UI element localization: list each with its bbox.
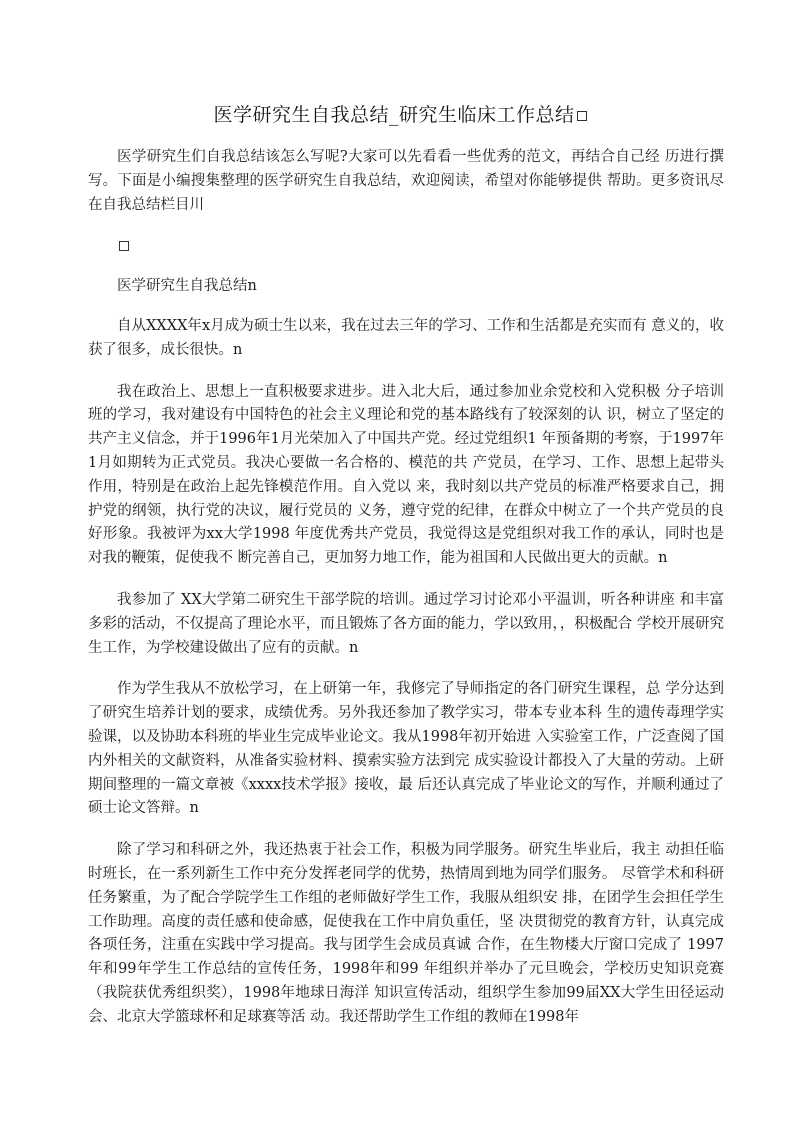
document-title — [0, 100, 800, 127]
section-heading: 医学研究生自我总结n — [117, 278, 257, 295]
body-paragraph: 我在政治上、思想上一直积极要求进步。进入北大后，通过参加业余党校和入党积极 分子培训班的学习，我对建设有中国特色的社会主义理论和党的基本路线有了较深刻的认 识，树立了坚定的共产主义信念，并于1996年1月光荣加入了中国共产党。经过党组织1 年预备期的考察，于1997年1月如期转为正式党员。我决心要做一名合格的、模范的共 产党员，在学习、工作、思想上起带头作用，特别是在政治上起先锋模范作用。自入党以 来，我时刻以共产党员的标准严格要求自己，拥护党的纲领，执行党的决议，履行党员的 义务，遵守党的纪律，在群众中树立了一个共产党员的良好形象。我被评为xx大学1998 年度优秀共产党员，我觉得这是党组织对我工作的承认，同时也是对我的鞭策，促使我不 断完善自己，更加努力地工作，能为祖国和人民做出更大的贡献。n — [88, 383, 724, 567]
missing-glyph-line — [88, 235, 724, 259]
title-text: 医学研究生自我总结_研究生临床工作总结 — [213, 104, 575, 126]
body-paragraph: 我参加了 XX大学第二研究生干部学院的培训。通过学习讨论邓小平温训，听各种讲座 和丰富多彩的活动，不仅提高了理论水平，而且锻炼了各方面的能力，学以致用，，积极配合 学校开展研究生工作，为学校建设做出了应有的贡献。n — [88, 591, 724, 656]
document-body — [88, 146, 724, 1048]
missing-glyph-box-icon — [577, 111, 587, 121]
body-paragraph: 自从XXXX年x月成为硕士生以来，我在过去三年的学习、工作和生活都是充实而有 意义的，收获了很多，成长很快。n — [88, 317, 724, 358]
body-paragraph: 除了学习和科研之外，我还热衷于社会工作，积极为同学服务。研究生毕业后，我主 动担任临时班长，在一系列新生工作中充分发挥老同学的优势，热情周到地为同学们服务。 尽管学术和科研任务繁重，为了配合学院学生工作组的老师做好学生工作，我服从组织安 排，在团学生会担任学生工作助理。高度的责任感和使命感，促使我在工作中肩负重任，坚 决贯彻党的教育方针，认真完成各项任务，注重在实践中学习提高。我与团学生会成员真诚 合作，在生物楼大厅窗口完成了 1997年和99年学生工作总结的宣传任务，1998年和99 年组织并举办了元旦晚会，学校历史知识竞赛（我院获优秀组织奖），1998年地球日海洋 知识宣传活动，组织学生参加99届XX大学生田径运动会、北京大学篮球杯和足球赛等活 动。我还帮助学生工作组的教师在1998年 — [88, 842, 724, 1025]
missing-glyph-box-icon — [119, 241, 129, 251]
body-paragraph: 作为学生我从不放松学习，在上研第一年，我修完了导师指定的各门研究生课程，总 学分达到了研究生培养计划的要求，成绩优秀。另外我还参加了教学实习，带本专业本科 生的遗传毒理学实验课，以及协助本科班的毕业生完成毕业论文。我从1998年初开始进 入实验室工作，广泛查阅了国内外相关的文献资料，从准备实验材料、摸索实验方法到完 成实验设计都投入了大量的劳动。上研期间整理的一篇文章被《xxxx技术学报》接收，最 后还认真完成了毕业论文的写作，并顺利通过了硕士论文答辩。n — [88, 681, 725, 817]
intro-paragraph: 医学研究生们自我总结该怎么写呢?大家可以先看看一些优秀的范文，再结合自己经 历进行撰写。下面是小编搜集整理的医学研究生自我总结，欢迎阅读，希望对你能够提供 帮助。更多资讯尽在自我总结栏目川 — [88, 149, 724, 213]
